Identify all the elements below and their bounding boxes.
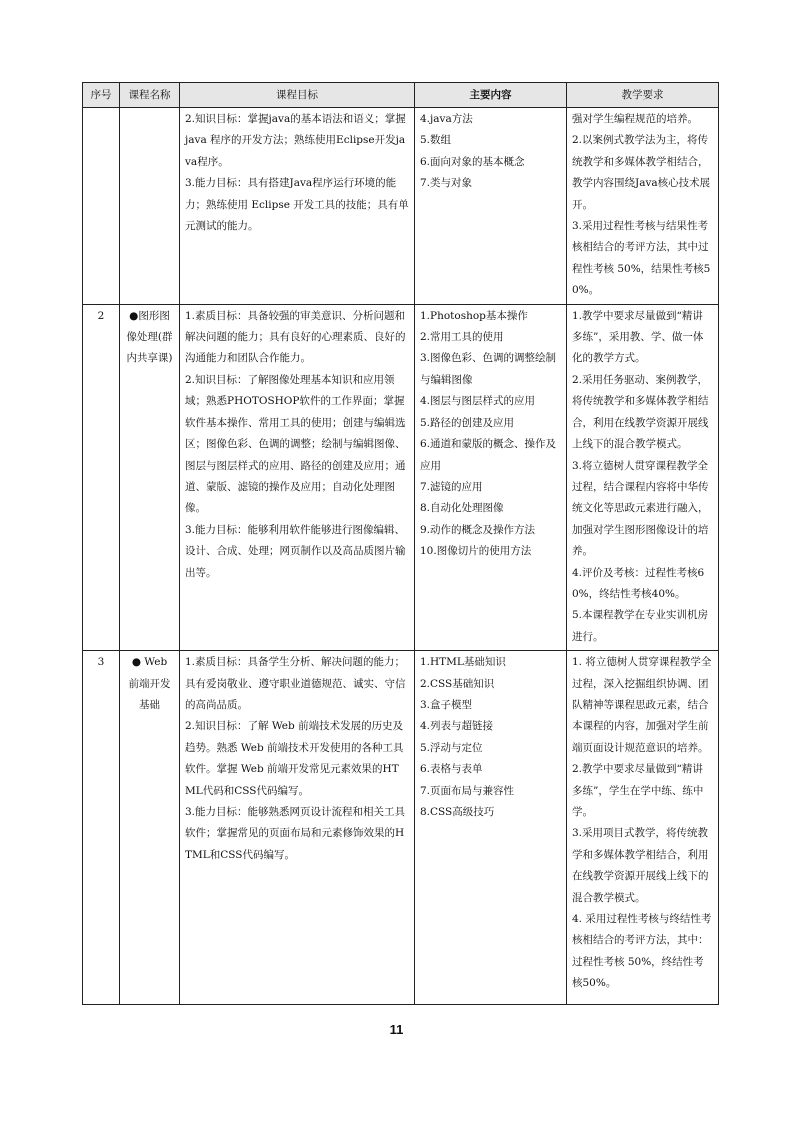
row-course-goal [180,108,415,305]
goal-item: 1.素质目标：具备学生分析、解决问题的能力；具有爱岗敬业、遵守职业道德规范、诚实、守信的高尚品质。 [185,656,406,711]
content-item: 4.图层与图层样式的应用 [420,395,536,408]
content-item: 2.常用工具的使用 [420,331,504,344]
content-item: 8.CSS高级技巧 [420,806,495,818]
content-item: 8.自动化处理图像 [420,502,504,515]
curriculum-table [82,82,719,1005]
content-item: 3.图像色彩、色调的调整绘制与编辑图像 [420,352,557,386]
header-main-content: 主要内容 [415,83,567,108]
header-row [83,83,719,108]
row-course-name: ● Web 前端开发基础 [120,651,180,1005]
row-course-goal [180,304,415,651]
header-seq: 序号 [83,83,120,108]
content-item: 2.CSS基础知识 [420,677,495,690]
row-course-goal [180,651,415,1005]
content-item: 5.数组 [420,134,452,147]
row-teaching-requirements [567,108,719,305]
content-item: 5.浮动与定位 [420,741,483,754]
content-item: 7.页面布局与兼容性 [420,784,515,797]
content-item: 6.面向对象的基本概念 [420,155,525,168]
table-row [83,304,719,651]
goal-item: 3.能力目标：能够利用软件能够进行图像编辑、设计、合成、处理；网页制作以及高品质图片输出等。 [185,523,406,579]
goal-item: 3.能力目标：能够熟悉网页设计流程和相关工具软件；掌握常见的页面布局和元素修饰效果的HTML和CSS代码编写。 [185,806,406,861]
table-row [83,651,719,1005]
header-teaching-requirements: 教学要求 [567,83,719,108]
row-seq [83,108,120,305]
content-item: 4.列表与超链接 [420,720,494,733]
requirement-item: 2.以案例式教学法为主，将传统教学和多媒体教学相结合，教学内容围绕Java核心技术展开。 [572,134,711,211]
content-item: 3.盒子模型 [420,698,473,711]
row-course-name: ●图形图像处理(群内共享课) [120,304,180,651]
content-item: 7.类与对象 [420,177,473,190]
requirement-item: 3.采用过程性考核与结果性考核相结合的考评方法，其中过程性考核 50%，结果性考核50%。 [572,220,711,297]
content-item: 10.图像切片的使用方法 [420,545,532,558]
requirement-item: 2.教学中要求尽量做到“精讲多练”，学生在学中练、练中学。 [572,763,704,818]
content-item: 6.通道和蒙版的概念、操作及应用 [420,438,557,472]
requirement-item: 强对学生编程规范的培养。 [572,113,698,125]
row-teaching-requirements [567,651,719,1005]
content-item: 7.滤镜的应用 [420,480,483,493]
requirement-item: 4. 采用过程性考核与终结性考核相结合的考评方法，其中：过程性考核 50%，终结性考核50%。 [572,913,712,990]
requirement-item: 5.本课程教学在专业实训机房进行。 [572,609,709,643]
row-main-content [415,304,567,651]
header-course-name: 课程名称 [120,83,180,108]
requirement-item: 3.采用项目式教学，将传统教学和多媒体教学相结合，利用在线教学资源开展线上线下的混合教学模式。 [572,827,709,904]
content-item: 1.HTML基础知识 [420,656,506,669]
row-main-content [415,108,567,305]
content-item: 4.java方法 [420,113,473,125]
content-item: 9.动作的概念及操作方法 [420,523,536,536]
page-number: 11 [389,1022,404,1037]
header-course-goal: 课程目标 [180,83,415,108]
content-item: 1.Photoshop基本操作 [420,309,528,322]
requirement-item: 2.采用任务驱动、案例教学，将传统教学和多媒体教学相结合，利用在线教学资源开展线上线下的混合教学模式。 [572,373,709,451]
goal-item: 2.知识目标：了解图像处理基本知识和应用领域；熟悉PHOTOSHOP软件的工作界面；掌握软件基本操作、常用工具的使用；创建与编辑选区；图像色彩、色调的调整；绘制与编辑图像、图层与图层样式的应用、路径的创建及应用；通道、蒙版、滤镜的操作及应用；自动化处理图像。 [185,373,406,515]
content-item: 6.表格与表单 [420,763,483,776]
row-seq: 3 [83,651,120,1005]
requirement-item: 1. 将立德树人贯穿课程教学全过程，深入挖掘组织协调、团队精神等课程思政元素，结合本课程的内容，加强对学生前端页面设计规范意识的培养。 [572,656,712,754]
content-item: 5.路径的创建及应用 [420,416,515,429]
goal-item: 3.能力目标：具有搭建Java程序运行环境的能力；熟练使用 Eclipse 开发工具的技能；具有单元测试的能力。 [185,177,409,233]
row-course-name [120,108,180,305]
requirement-item: 3.将立德树人贯穿课程教学全过程，结合课程内容将中华传统文化等思政元素进行融入，加强对学生图形图像设计的培养。 [572,459,709,558]
row-teaching-requirements [567,304,719,651]
row-seq: 2 [83,304,120,651]
requirement-item: 1.教学中要求尽量做到“精讲多练”，采用教、学、做一体化的教学方式。 [572,309,704,365]
requirement-item: 4.评价及考核：过程性考核60%，终结性考核40%。 [572,566,705,600]
row-main-content [415,651,567,1005]
goal-item: 1.素质目标：具备较强的审美意识、分析问题和解决问题的能力；具有良好的心理素质、良好的沟通能力和团队合作能力。 [185,309,406,365]
goal-item: 2.知识目标：了解 Web 前端技术发展的历史及趋势。熟悉 Web 前端技术开发使用的各种工具软件。掌握 Web 前端开发常见元素效果的HTML代码和CSS代码编写。 [185,720,404,797]
table-row [83,108,719,305]
goal-item: 2.知识目标：掌握java的基本语法和语义；掌握 java 程序的开发方法；熟练使用Eclipse开发java程序。 [185,113,406,168]
